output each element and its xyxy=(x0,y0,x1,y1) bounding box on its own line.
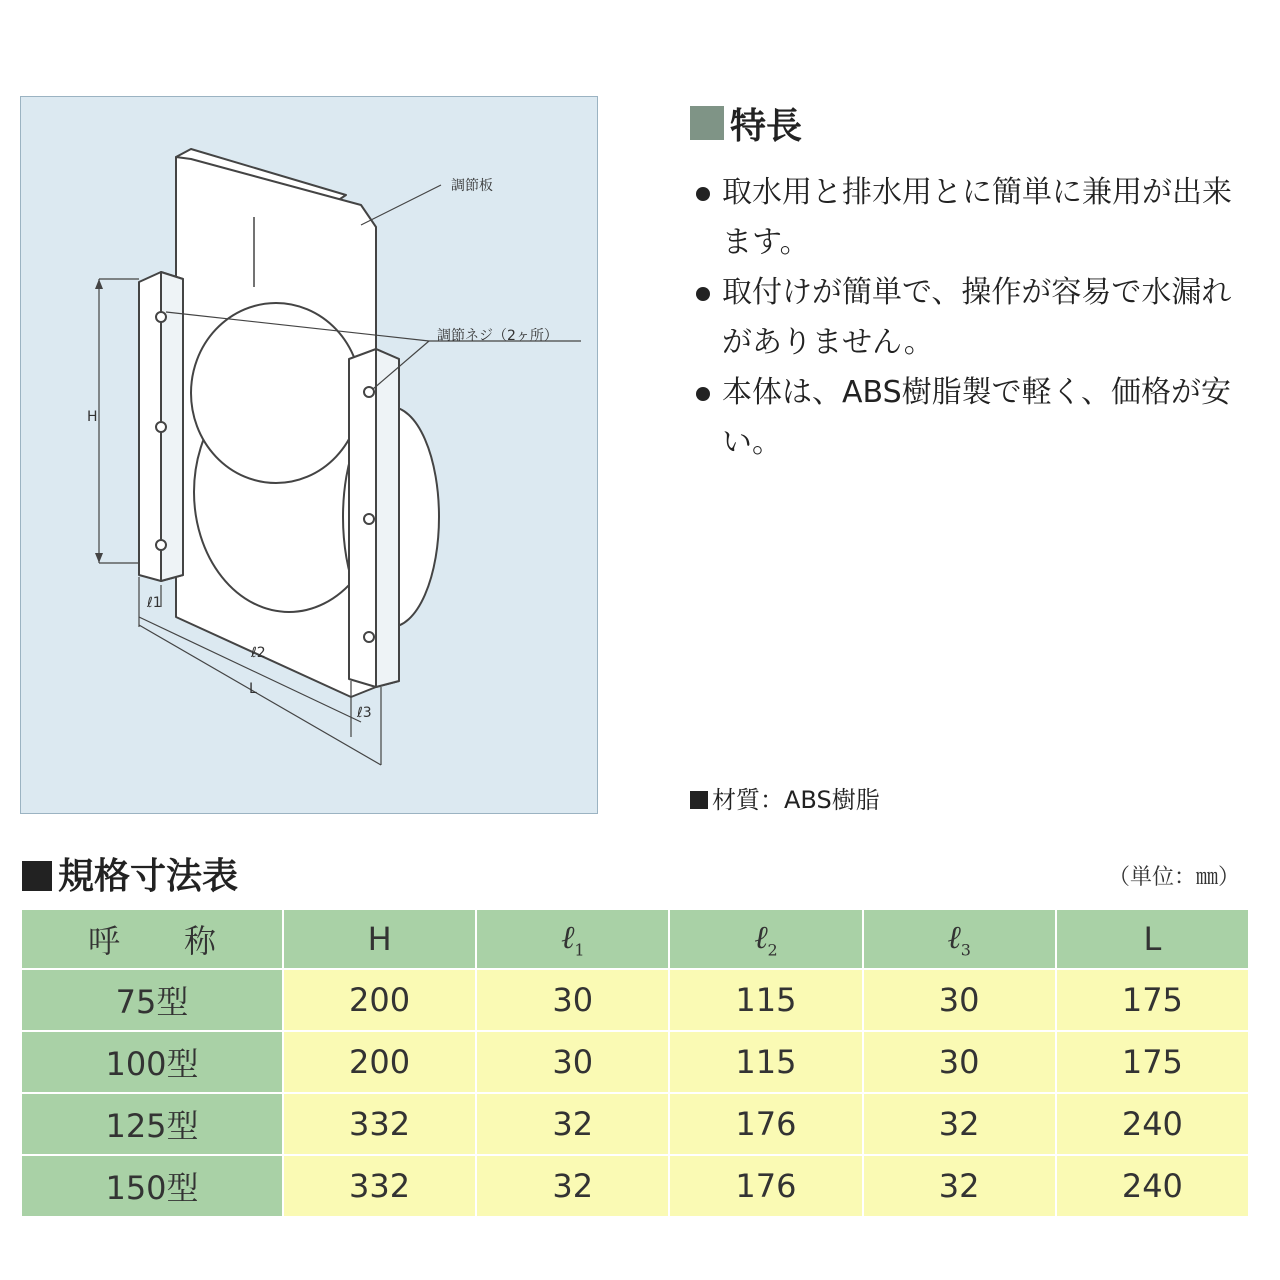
cell-l: 175 xyxy=(1056,969,1249,1031)
features-title: 特長 xyxy=(690,98,802,149)
table-header-row xyxy=(21,909,1249,969)
table-row xyxy=(21,1155,1249,1217)
feature-item: 取水用と排水用とに簡単に兼用が出来ます。 xyxy=(690,168,1260,268)
header-l2: ℓ$_2$ xyxy=(669,909,862,969)
screw-callout: 調節ネジ（2ヶ所） xyxy=(437,328,558,344)
cell-h: 332 xyxy=(283,1093,476,1155)
features-list xyxy=(690,168,1260,468)
dim-l3-label: ℓ3 xyxy=(357,705,372,721)
cell-l3: 32 xyxy=(863,1093,1056,1155)
header-l: L xyxy=(1056,909,1249,969)
table-title: 規格寸法表 xyxy=(22,848,238,899)
unit-label: （単位：㎜） xyxy=(1107,865,1240,890)
feature-item: 取付けが簡単で、操作が容易で水漏れがありません。 xyxy=(690,268,1260,368)
header-h: H xyxy=(283,909,476,969)
cell-l1: 32 xyxy=(476,1155,669,1217)
material-note: 材質：ABS樹脂 xyxy=(690,780,880,815)
material-square-icon xyxy=(690,791,708,809)
cell-l: 240 xyxy=(1056,1155,1249,1217)
feature-item: 本体は、ABS樹脂製で軽く、価格が安い。 xyxy=(690,368,1260,468)
gate-diagram xyxy=(21,97,599,815)
cell-h: 200 xyxy=(283,1031,476,1093)
table-row xyxy=(21,1093,1249,1155)
header-name: 呼 称 xyxy=(21,909,283,969)
cell-name: 150型 xyxy=(21,1155,283,1217)
cell-name: 100型 xyxy=(21,1031,283,1093)
cell-l1: 30 xyxy=(476,1031,669,1093)
header-l3: ℓ$_3$ xyxy=(863,909,1056,969)
spec-table xyxy=(20,908,1250,1218)
cell-l1: 32 xyxy=(476,1093,669,1155)
bullet-icon xyxy=(696,287,710,301)
dim-l-label: L xyxy=(249,681,257,697)
table-row xyxy=(21,1031,1249,1093)
cell-l: 175 xyxy=(1056,1031,1249,1093)
cell-name: 125型 xyxy=(21,1093,283,1155)
title-square-icon xyxy=(690,106,724,140)
cell-l1: 30 xyxy=(476,969,669,1031)
header-l1: ℓ$_1$ xyxy=(476,909,669,969)
bullet-icon xyxy=(696,187,710,201)
plate-callout: 調節板 xyxy=(451,178,493,194)
cell-l3: 30 xyxy=(863,969,1056,1031)
table-square-icon xyxy=(22,861,52,891)
dim-l2-label: ℓ2 xyxy=(251,645,266,661)
cell-l2: 115 xyxy=(669,969,862,1031)
cell-l2: 176 xyxy=(669,1093,862,1155)
cell-l3: 32 xyxy=(863,1155,1056,1217)
dim-h-label: H xyxy=(87,409,98,425)
bullet-icon xyxy=(696,387,710,401)
cell-l2: 176 xyxy=(669,1155,862,1217)
cell-l3: 30 xyxy=(863,1031,1056,1093)
cell-l: 240 xyxy=(1056,1093,1249,1155)
cell-name: 75型 xyxy=(21,969,283,1031)
diagram-panel xyxy=(20,96,598,814)
cell-l2: 115 xyxy=(669,1031,862,1093)
dim-l1-label: ℓ1 xyxy=(147,595,162,611)
table-row xyxy=(21,969,1249,1031)
cell-h: 332 xyxy=(283,1155,476,1217)
cell-h: 200 xyxy=(283,969,476,1031)
